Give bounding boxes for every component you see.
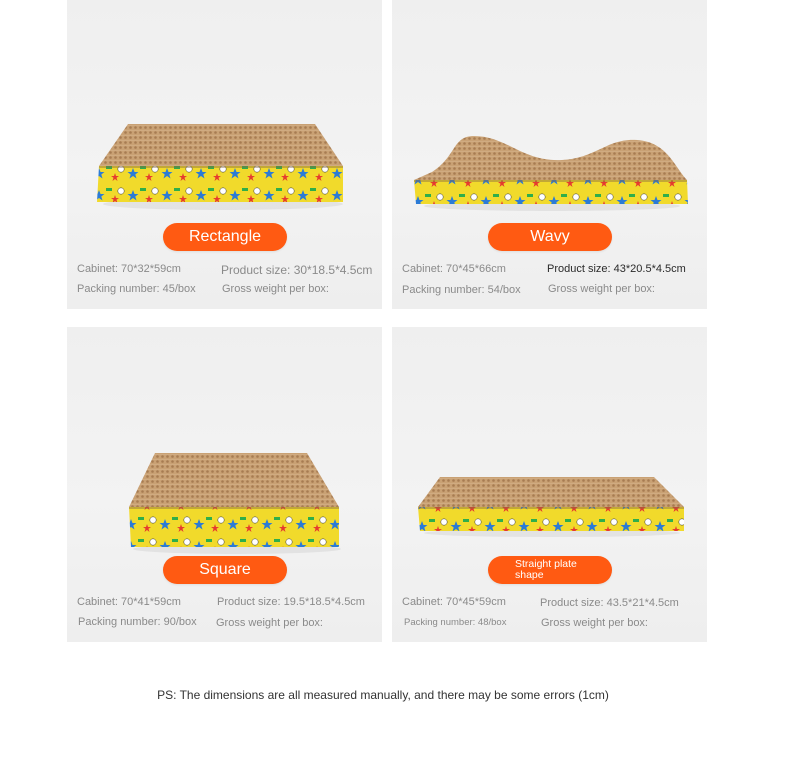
cabinet-spec: Cabinet: 70*45*59cm [402,596,506,608]
product-size-spec: Product size: 30*18.5*4.5cm [221,263,373,277]
wavy-scratcher-image [412,126,692,210]
rectangle-scratcher-image [93,120,345,210]
cabinet-spec: Cabinet: 70*32*59cm [77,263,181,275]
product-card-straight-plate [392,327,707,642]
product-size-spec: Product size: 19.5*18.5*4.5cm [217,596,365,608]
packing-spec: Packing number: 48/box [404,617,507,628]
product-card-wavy [392,0,707,309]
gross-weight-spec: Gross weight per box: [548,283,655,295]
packing-spec: Packing number: 45/box [77,283,196,295]
shape-label: Straight plate shape [515,558,577,581]
shape-label-pill [488,556,612,584]
straight-plate-scratcher-image [416,473,686,537]
packing-spec: Packing number: 54/box [402,284,521,296]
shape-label: Wavy [530,228,570,245]
shape-label-pill [488,223,612,251]
measurement-note: PS: The dimensions are all measured manually, and there may be some errors (1cm) [157,688,609,702]
gross-weight-spec: Gross weight per box: [541,617,648,629]
shape-label-pill [163,556,287,584]
square-scratcher-image [125,449,345,553]
cabinet-spec: Cabinet: 70*41*59cm [77,596,181,608]
shape-label-pill [163,223,287,251]
gross-weight-spec: Gross weight per box: [222,283,329,295]
product-size-spec: Product size: 43.5*21*4.5cm [540,597,679,609]
product-card-rectangle [67,0,382,309]
gross-weight-spec: Gross weight per box: [216,617,323,629]
cabinet-spec: Cabinet: 70*45*66cm [402,263,506,275]
product-size-spec: Product size: 43*20.5*4.5cm [547,263,686,275]
product-card-square [67,327,382,642]
shape-label: Rectangle [188,228,262,245]
packing-spec: Packing number: 90/box [78,616,197,628]
shape-label: Square [199,561,251,578]
